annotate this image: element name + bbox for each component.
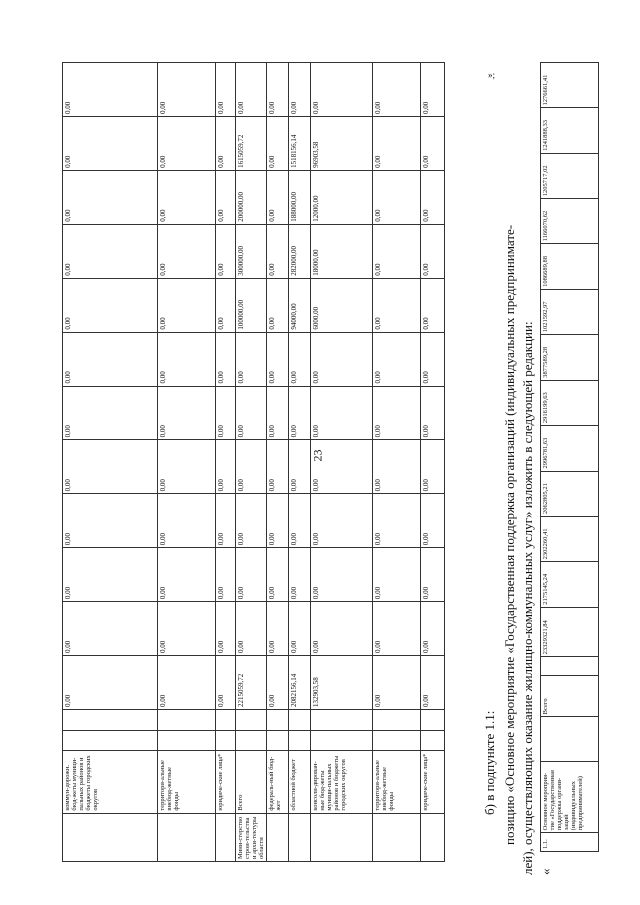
value-cell: 0,00 <box>158 440 216 494</box>
value-cell: 0,00 <box>158 63 216 117</box>
value-cell: 0,00 <box>216 548 236 602</box>
value-cell: 282000,00 <box>289 224 311 278</box>
value-cell: 0,00 <box>373 386 421 440</box>
source-cell: юридиче-ские лица* <box>216 751 236 813</box>
table-row <box>216 63 236 862</box>
value-cell: 0,00 <box>158 116 216 170</box>
value-cell: 0,00 <box>216 332 236 386</box>
value-cell: 0,00 <box>63 440 158 494</box>
value-cell: 1615059,72 <box>236 116 267 170</box>
table-row <box>541 63 599 852</box>
value-cell: 6000,00 <box>311 278 373 332</box>
value-cell: 3877589,28 <box>541 335 599 380</box>
table-row <box>63 63 158 862</box>
table-row <box>236 63 267 862</box>
org-cell <box>311 813 373 861</box>
empty-cell <box>541 657 599 676</box>
empty-cell <box>373 709 421 730</box>
source-cell: консоли-дирован-ные бюд-жеты муници-пальных районов и бюджеты городских округов <box>311 751 373 813</box>
value-cell: 0,00 <box>289 332 311 386</box>
table-row <box>373 63 421 862</box>
table-row <box>158 63 216 862</box>
value-cell: 0,00 <box>158 224 216 278</box>
value-cell: 0,00 <box>236 332 267 386</box>
value-cell: 96903,58 <box>311 116 373 170</box>
value-cell: 0,00 <box>236 440 267 494</box>
empty-cell <box>289 730 311 751</box>
value-cell: 0,00 <box>289 63 311 117</box>
empty-cell <box>216 709 236 730</box>
value-cell: 0,00 <box>267 332 289 386</box>
value-cell: 0,00 <box>216 278 236 332</box>
value-cell: 1276661,41 <box>541 63 599 108</box>
value-cell: 0,00 <box>63 332 158 386</box>
value-cell: 1241888,33 <box>541 108 599 153</box>
value-cell: 2175145,24 <box>541 562 599 607</box>
empty-cell <box>63 730 158 751</box>
org-cell <box>216 813 236 861</box>
empty-cell <box>289 709 311 730</box>
value-cell: 0,00 <box>289 602 311 656</box>
value-cell: 0,00 <box>267 602 289 656</box>
value-cell: 0,00 <box>158 170 216 224</box>
value-cell: 0,00 <box>63 116 158 170</box>
value-cell: 1205717,02 <box>541 153 599 198</box>
value-cell: 0,00 <box>216 170 236 224</box>
amendment-line-1: позицию «Основное мероприятие «Государственная поддержка организаций (индивидуальных предпринимате- <box>502 224 517 845</box>
value-cell: 0,00 <box>216 656 236 710</box>
value-cell: 0,00 <box>373 63 421 117</box>
value-cell: 0,00 <box>421 278 445 332</box>
table-row <box>421 63 445 862</box>
empty-cell <box>373 730 421 751</box>
value-cell: 0,00 <box>216 63 236 117</box>
value-cell: 0,00 <box>63 170 158 224</box>
value-cell: 0,00 <box>158 548 216 602</box>
org-cell <box>421 813 445 861</box>
value-cell: 0,00 <box>421 116 445 170</box>
page-number: 23 <box>310 449 325 462</box>
amendment-line-2: лей), осуществляющих оказание жилищно-коммунальных услуг» изложить в следующей редакции: <box>520 321 535 875</box>
value-cell: 0,00 <box>267 116 289 170</box>
value-cell: 0,00 <box>216 116 236 170</box>
value-cell: 200000,00 <box>236 170 267 224</box>
value-cell: 0,00 <box>289 440 311 494</box>
value-cell: 0,00 <box>373 224 421 278</box>
value-cell: 0,00 <box>267 170 289 224</box>
value-cell: 0,00 <box>311 386 373 440</box>
org-cell <box>267 813 289 861</box>
value-cell: 0,00 <box>158 494 216 548</box>
source-cell: территори-альные внебюд-жетные фонды <box>158 751 216 813</box>
value-cell: 0,00 <box>267 440 289 494</box>
table-row <box>311 63 373 862</box>
value-cell: 100000,00 <box>236 278 267 332</box>
value-cell: 0,00 <box>373 332 421 386</box>
org-cell <box>63 813 158 861</box>
value-cell: 0,00 <box>63 386 158 440</box>
measure-row-table <box>540 62 599 852</box>
value-cell: 0,00 <box>216 224 236 278</box>
value-cell: 0,00 <box>373 440 421 494</box>
value-cell: 2082156,14 <box>289 656 311 710</box>
value-cell: 0,00 <box>216 494 236 548</box>
row-number: 1.1. <box>541 833 599 852</box>
value-cell: 0,00 <box>421 332 445 386</box>
value-cell: 23329321,84 <box>541 607 599 657</box>
value-cell: 0,00 <box>63 494 158 548</box>
empty-cell <box>236 709 267 730</box>
source-cell: федераль-ный бюд-жет <box>267 751 289 813</box>
value-cell: 0,00 <box>216 440 236 494</box>
value-cell: 0,00 <box>311 548 373 602</box>
empty-cell <box>311 730 373 751</box>
empty-cell <box>421 730 445 751</box>
value-cell: 0,00 <box>236 63 267 117</box>
value-cell: 0,00 <box>267 548 289 602</box>
value-cell: 0,00 <box>158 278 216 332</box>
value-cell: 2302260,41 <box>541 516 599 561</box>
value-cell: 0,00 <box>158 332 216 386</box>
value-cell: 1086689,88 <box>541 244 599 289</box>
org-cell <box>373 813 421 861</box>
value-cell: 0,00 <box>236 602 267 656</box>
value-cell: 0,00 <box>311 440 373 494</box>
value-cell: 0,00 <box>421 440 445 494</box>
value-cell: 300000,00 <box>236 224 267 278</box>
org-cell <box>289 813 311 861</box>
value-cell: 94000,00 <box>289 278 311 332</box>
value-cell: 0,00 <box>373 278 421 332</box>
empty-cell <box>158 730 216 751</box>
value-cell: 0,00 <box>267 494 289 548</box>
value-cell: 0,00 <box>421 656 445 710</box>
measure-name: Основное мероприя-тие «Государственная поддержка органи-заций (индивидуальных предпринимателей) <box>541 762 599 833</box>
empty-cell <box>421 709 445 730</box>
value-cell: 0,00 <box>421 386 445 440</box>
empty-cell <box>158 709 216 730</box>
value-cell: 0,00 <box>158 386 216 440</box>
value-cell: 1021592,97 <box>541 289 599 334</box>
value-cell: 0,00 <box>311 63 373 117</box>
value-cell: 0,00 <box>373 602 421 656</box>
value-cell: 0,00 <box>267 386 289 440</box>
value-cell: 0,00 <box>373 170 421 224</box>
value-cell: 0,00 <box>63 548 158 602</box>
empty-cell <box>267 730 289 751</box>
empty-cell <box>311 709 373 730</box>
value-cell: 0,00 <box>63 656 158 710</box>
source-cell: Всего <box>541 676 599 717</box>
value-cell: 0,00 <box>421 170 445 224</box>
value-cell: 0,00 <box>421 63 445 117</box>
value-cell: 0,00 <box>63 602 158 656</box>
value-cell: 0,00 <box>158 656 216 710</box>
table-row <box>289 63 311 862</box>
empty-cell <box>267 709 289 730</box>
opening-quote: « <box>538 868 553 875</box>
value-cell: 0,00 <box>421 602 445 656</box>
bottom-table-wrapper <box>540 62 600 852</box>
empty-cell <box>541 717 599 762</box>
source-cell: юридиче-ские лица* <box>421 751 445 813</box>
source-cell: территори-альные внебюд-жетные фонды <box>373 751 421 813</box>
value-cell: 0,00 <box>158 602 216 656</box>
value-cell: 0,00 <box>63 278 158 332</box>
value-cell: 12000,00 <box>311 170 373 224</box>
value-cell: 0,00 <box>421 224 445 278</box>
empty-cell <box>236 730 267 751</box>
value-cell: 2215059,72 <box>236 656 267 710</box>
source-cell: Всего <box>236 751 267 813</box>
value-cell: 0,00 <box>63 224 158 278</box>
value-cell: 0,00 <box>236 386 267 440</box>
value-cell: 2916199,63 <box>541 380 599 425</box>
value-cell: 1518156,14 <box>289 116 311 170</box>
empty-cell <box>63 709 158 730</box>
value-cell: 18000,00 <box>311 224 373 278</box>
budget-table <box>62 62 445 862</box>
subpoint-heading: б) в подпункте 1.1: <box>482 710 497 815</box>
org-cell <box>158 813 216 861</box>
empty-cell <box>216 730 236 751</box>
value-cell: 0,00 <box>216 602 236 656</box>
closing-quote: »; <box>488 70 496 80</box>
value-cell: 0,00 <box>373 548 421 602</box>
value-cell: 0,00 <box>63 63 158 117</box>
value-cell: 0,00 <box>311 332 373 386</box>
value-cell: 0,00 <box>289 386 311 440</box>
value-cell: 0,00 <box>267 224 289 278</box>
value-cell: 132903,58 <box>311 656 373 710</box>
value-cell: 0,00 <box>267 63 289 117</box>
source-cell: коммун-дорожн. бюд-жеты муници-пальных районов и бюджеты городских округов <box>63 751 158 813</box>
value-cell: 2996781,63 <box>541 426 599 471</box>
value-cell: 0,00 <box>311 494 373 548</box>
value-cell: 1166070,62 <box>541 199 599 244</box>
value-cell: 0,00 <box>373 116 421 170</box>
value-cell: 0,00 <box>373 656 421 710</box>
value-cell: 0,00 <box>236 494 267 548</box>
org-cell: Мини-стерство строи-тельства и архи-тектуры области <box>236 813 267 861</box>
value-cell: 0,00 <box>311 602 373 656</box>
value-cell: 0,00 <box>373 494 421 548</box>
table-row <box>267 63 289 862</box>
value-cell: 0,00 <box>216 386 236 440</box>
value-cell: 0,00 <box>236 548 267 602</box>
value-cell: 0,00 <box>421 494 445 548</box>
source-cell: областной бюджет <box>289 751 311 813</box>
value-cell: 0,00 <box>289 494 311 548</box>
value-cell: 0,00 <box>267 278 289 332</box>
value-cell: 188000,00 <box>289 170 311 224</box>
value-cell: 0,00 <box>267 656 289 710</box>
value-cell: 2062805,21 <box>541 471 599 516</box>
value-cell: 0,00 <box>421 548 445 602</box>
value-cell: 0,00 <box>289 548 311 602</box>
